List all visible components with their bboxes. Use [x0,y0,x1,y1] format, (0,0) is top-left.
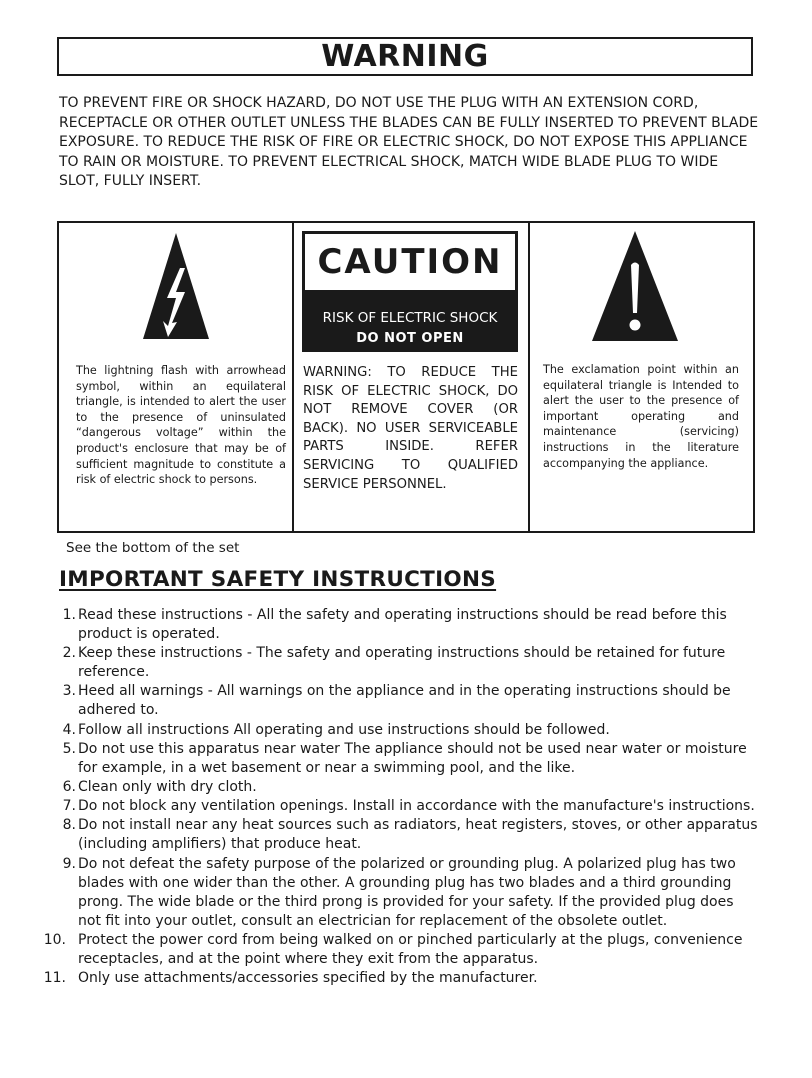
list-item: 11. Only use attachments/accessories specified by the manufacturer. [43,969,538,986]
warning-title: WARNING [321,39,489,74]
lightning-description: The lightning flash with arrowhead symbol, within an equilateral triangle, is intended to alert the user to the presence of uninsulated “dangerous voltage” within the product's enclosure that may be of sufficient magnitude to constitute a risk of electric shock to persons. [76,364,286,487]
instruction-list [40,606,758,988]
caution-description: WARNING: TO REDUCE THE RISK OF ELECTRIC SHOCK, DO NOT REMOVE COVER (OR BACK). NO USER SERVICEABLE PARTS INSIDE. REFER SERVICING TO QUALIFIED SERVICE PERSONNEL. [303,365,518,492]
list-item: 3. Heed all warnings - All warnings on the appliance and in the operating instructions should be adhered to. [62,683,731,719]
caution-column [294,223,530,531]
list-item: 1. Read these instructions - All the safety and operating instructions should be read before this product is operated. [62,607,727,642]
caution-title: CAUTION [317,242,503,282]
intro-warning-text: TO PREVENT FIRE OR SHOCK HAZARD, DO NOT USE THE PLUG WITH AN EXTENSION CORD, RECEPTACLE OR OTHER OUTLET UNLESS THE BLADES CAN BE FULLY INSERTED TO PREVENT BLADE EXPOSURE. TO REDUCE THE RISK OF FIRE OR ELECTRIC SHOCK, DO NOT EXPOSE THIS APPLIANCE TO RAIN OR MOISTURE. TO PREVENT ELECTRICAL SHOCK, MATCH WIDE BLADE PLUG TO WIDE SLOT, FULLY INSERT. [59,95,759,189]
list-item: 5. Do not use this apparatus near water The appliance should not be used near water or moisture for example, in a wet basement or near a swimming pool, and the like. [62,740,747,776]
lightning-triangle-icon [141,231,211,341]
bottom-note: See the bottom of the set [66,540,240,556]
safety-symbols-table [57,221,755,533]
lightning-column [59,223,294,531]
exclamation-triangle-icon [590,229,680,343]
caution-label [302,231,518,352]
list-item: 6. Clean only with dry cloth. [62,778,257,795]
warning-header-box [57,37,753,76]
list-item: 10. Protect the power cord from being walked on or pinched particularly at the plugs, convenience receptacles, and at the point where they exit from the apparatus. [43,931,743,967]
list-item: 2. Keep these instructions - The safety and operating instructions should be retained for future reference. [62,645,726,681]
list-item: 9. Do not defeat the safety purpose of the polarized or grounding plug. A polarized plug has two blades with one wider than the other. A grounding plug has two blades and a third grounding prong. The wide blade or the third prong is provided for your safety. If the provided plug does not fit into your outlet, consult an electrician for replacement of the obsolete outlet. [62,855,736,929]
list-item: 7. Do not block any ventilation openings. Install in accordance with the manufacture's instructions. [62,798,755,815]
list-item: 8. Do not install near any heat sources such as radiators, heat registers, stoves, or other apparatus (including amplifiers) that produce heat. [62,817,758,853]
exclamation-description: The exclamation point within an equilateral triangle is Intended to alert the user to the presence of important operating and maintenance (servicing) instructions in the literature accompanying the appliance. [543,363,739,470]
safety-instructions-heading: IMPORTANT SAFETY INSTRUCTIONS [59,567,497,592]
caution-risk-line: RISK OF ELECTRIC SHOCK [322,310,498,326]
caution-do-not-open: DO NOT OPEN [356,331,464,346]
exclamation-column [530,223,753,531]
list-item: 4. Follow all instructions All operating and use instructions should be followed. [62,721,610,738]
